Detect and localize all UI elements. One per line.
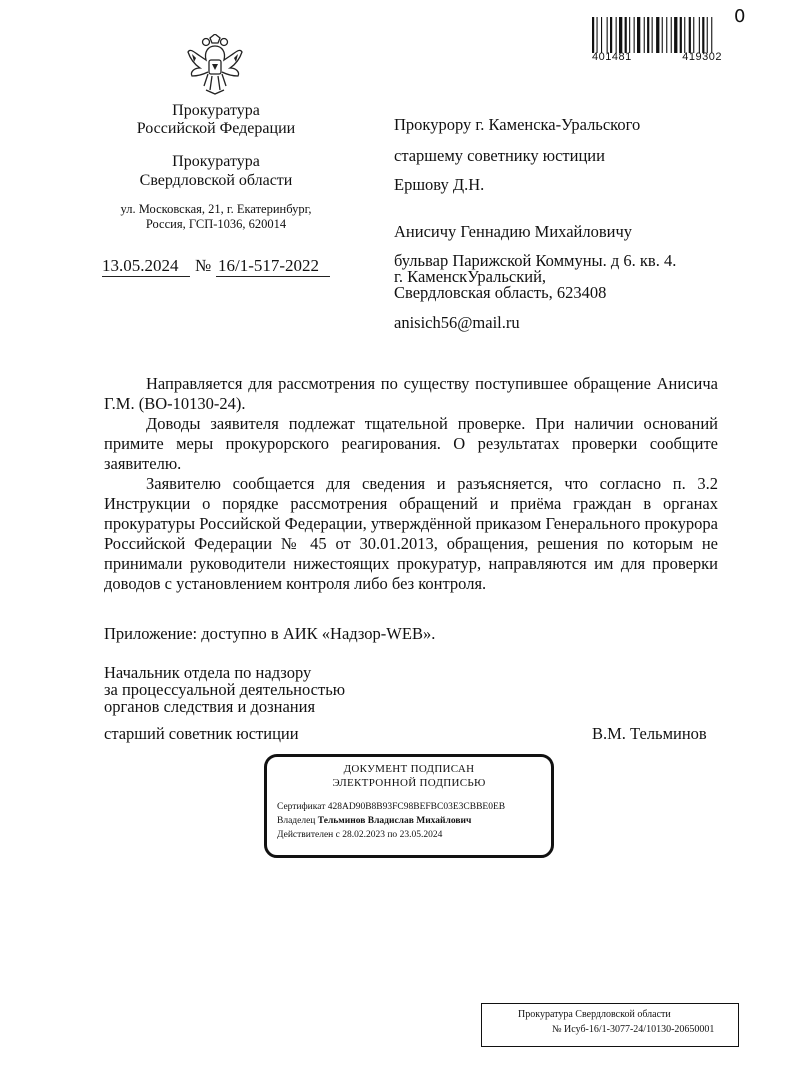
barcode-bar [689,17,691,53]
stamp-valid-label: Действителен с [277,830,340,840]
recipient-line2: старшему советнику юстиции [394,146,605,165]
registration-box [481,1003,739,1047]
barcode-bar [699,17,700,53]
barcode-bar [607,17,608,53]
barcode-bar [647,17,649,53]
e-signature-stamp [264,754,554,858]
body-paragraph-1: Направляется для рассмотрения по существу поступившее обращение Анисича Г.М. (ВО-10130-24). [104,374,718,413]
document-date: 13.05.2024 [102,256,179,275]
recipient-address-line2: г. КаменскУральский, [394,267,547,286]
date-underline [102,276,190,277]
stamp-certificate [277,801,505,813]
signatory-rank: старший советник юстиции [104,724,299,743]
barcode-bar [662,17,663,53]
registration-number: № Исуб-16/1-3077-24/10130-20650001 [552,1024,715,1035]
sender-org1-line2: Российской Федерации [136,120,296,137]
stamp-valid-to-label: по [387,830,398,840]
barcode-bar [634,17,635,53]
stamp-heading2: ЭЛЕКТРОННОЙ ПОДПИСЬЮ [332,777,486,789]
barcode-bar [629,17,630,53]
stamp-valid-from: 28.02.2023 [342,830,385,840]
recipient-person: Анисичу Геннадию Михайловичу [394,222,633,241]
signatory-title-line3: органов следствия и дознания [104,697,316,716]
barcode-bar [616,17,617,53]
stamp-cert-value: 428AD90B8B93FC98BEFBC03E3CBBE0EB [327,802,506,812]
barcode-bar [601,17,602,53]
corner-mark: 0 [734,6,746,27]
stamp-valid-to: 23.05.2024 [399,830,443,840]
stamp-owner-label: Владелец [277,816,316,826]
number-sign: № [195,256,212,275]
barcode-bar [656,17,659,53]
registration-org: Прокуратура Свердловской области [518,1009,671,1020]
barcode-bar [702,17,704,53]
barcode-bar [592,17,594,53]
barcode-bar [674,17,677,53]
barcode-bar [684,17,685,53]
signatory-name: В.М. Тельминов [592,724,707,743]
barcode-left-digits: 401481 [592,51,632,63]
stamp-cert-label: Сертификат [277,802,326,812]
attachment-note: Приложение: доступно в АИК «Надзор-WEB». [104,624,436,643]
body-paragraph-3: Заявителю сообщается для сведения и разъясняется, что согласно п. 3.2 Инструкции о порядке рассмотрения обращений и приёма граждан в органах прокуратуры Российской Федерации, утверждённой приказом Генерального прокурора Российской Федерации № 45 от 30.01.2013, обращения, решения по которым не принимали руководители нижестоящих прокуратур, направляются им для проверки доводов с установлением контроля либо без контроля. [104,474,718,593]
recipient-address-line3: Свердловская область, 623408 [394,283,607,302]
stamp-owner-value: Тельминов Владислав Михайлович [317,816,472,826]
barcode-bar [693,17,694,53]
barcode-bar [625,17,627,53]
barcode-digits [592,51,722,63]
recipient-line1: Прокурору г. Каменска-Уральского [394,115,641,134]
sender-address-line1: ул. Московская, 21, г. Екатеринбург, [120,202,312,216]
document-number: 16/1-517-2022 [218,256,320,275]
barcode-bar [644,17,645,53]
recipient-email: anisich56@mail.ru [394,313,520,332]
barcode-bar [711,17,712,53]
stamp-owner [277,815,471,827]
number-underline [216,276,330,277]
stamp-heading1: ДОКУМЕНТ ПОДПИСАН [343,763,475,775]
sender-org2-line1: Прокуратура [172,153,260,170]
barcode-bar [619,17,622,53]
body-paragraph-2: Доводы заявителя подлежат тщательной проверке. При наличии оснований примите меры прокурорского реагирования. О результатах проверки сообщите заявителю. [104,414,718,473]
recipient-line3: Ершову Д.Н. [394,175,485,194]
coat-of-arms-icon [186,34,244,96]
signatory-title-line1: Начальник отдела по надзору [104,663,312,682]
recipient-address-line1: бульвар Парижской Коммуны. д 6. кв. 4. [394,251,677,270]
sender-org2-line2: Свердловской области [139,172,293,189]
barcode [592,17,722,53]
signatory-title-line2: за процессуальной деятельностью [104,680,346,699]
sender-address-line2: Россия, ГСП-1036, 620014 [145,217,287,231]
stamp-validity [277,829,442,841]
sender-org1-line1: Прокуратура [172,102,260,119]
barcode-bar [652,17,653,53]
barcode-right-digits: 419302 [682,51,722,63]
barcode-bar [610,17,612,53]
barcode-bar [666,17,667,53]
barcode-bar [707,17,708,53]
barcode-bar [597,17,598,53]
barcode-bar [637,17,640,53]
barcode-bar [671,17,672,53]
barcode-bar [680,17,682,53]
